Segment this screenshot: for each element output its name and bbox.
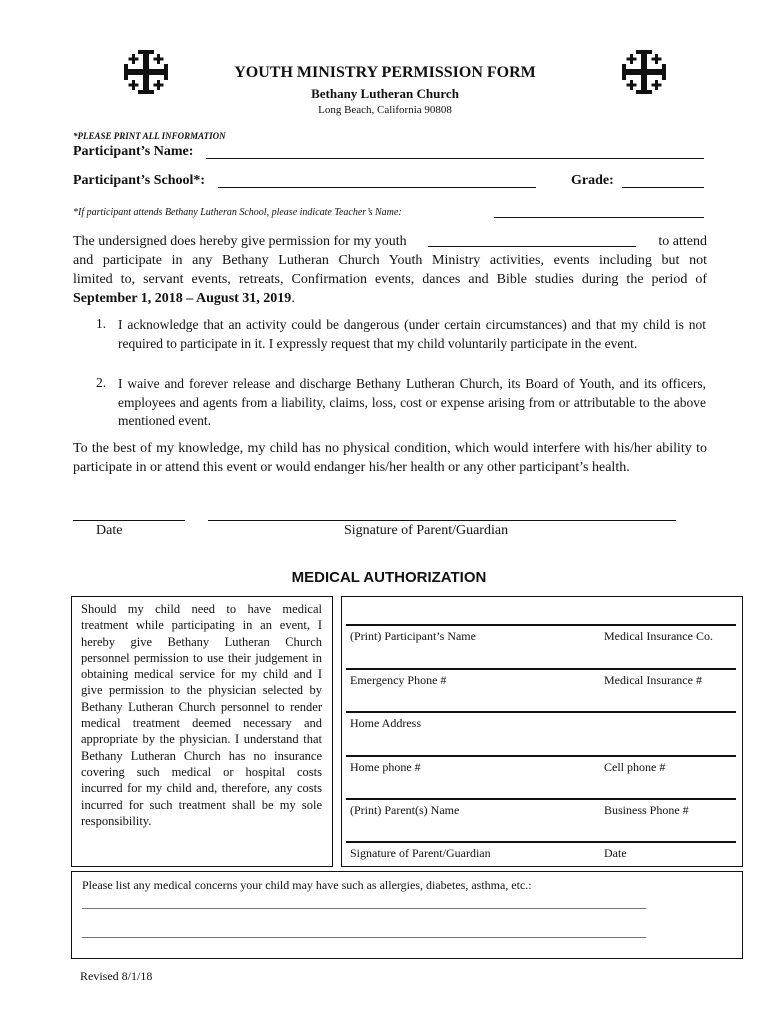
participant-school-label: Participant’s School*: [73,173,206,188]
parent-signature-field[interactable] [208,520,676,521]
teacher-note: *If participant attends Bethany Lutheran School, please indicate Teacher’s Name: [73,207,402,218]
permission-intro-end: to attend [658,234,707,249]
permission-line-2: and participate in any Bethany Lutheran Church Youth Ministry activities, events including but not [73,253,707,268]
period-punctuation: . [291,291,295,306]
waiver-text: I waive and forever release and discharge Bethany Lutheran Church, its Board of Youth, and its officers, employees and agents from a liability, claims, loss, cost or expense arising from or attributable to the above mentioned event. [118,376,706,428]
church-address: Long Beach, California 90808 [318,104,452,116]
home-address-line[interactable] [346,711,736,713]
permission-line-3: limited to, servant events, retreats, Confirmation events, dances and Bible studies during the period of [73,272,707,287]
field-insurance-number: Medical Insurance # [604,673,702,687]
participant-name-line[interactable] [346,624,736,626]
acknowledgement-text: I acknowledge that an activity could be dangerous (under certain circumstances) and that my child is not required to participate in it. I expressly request that my child voluntarily participate in the event. [118,317,706,351]
health-statement: To the best of my knowledge, my child has no physical condition, which would interfere with his/her ability to participate in or attend this event or would endanger his/her health or any other participant’s health. [73,441,707,475]
parent-name-line[interactable] [346,798,736,800]
field-business-phone: Business Phone # [604,803,689,817]
concerns-line[interactable]: ______________________________________________________________________________________________ [82,896,646,910]
participant-name-label: Participant’s Name: [73,144,194,159]
date-field[interactable] [73,520,185,521]
field-date: Date [604,846,627,860]
concerns-line[interactable]: ______________________________________________________________________________________________ [82,925,646,939]
field-home-phone: Home phone # [350,760,421,774]
revision-date: Revised 8/1/18 [80,969,153,983]
medical-statement: Should my child need to have medical treatment while participating in an event, I hereby give Bethany Lutheran Church personnel permission to use their judgement in obtaining medical service for my child and I give permission to the physician selected by Bethany Lutheran Church personnel to render medical treatment deemed necessary and appropriate by the physician. I understand that Bethany Lutheran Church has no insurance covering such medical or hospital costs incurred for my child and, therefore, any costs incurred for such treatment shall be my sole responsibility. [81,602,322,828]
church-name: Bethany Lutheran Church [311,86,459,101]
grade-label: Grade: [571,173,614,188]
teacher-name-field[interactable] [494,217,704,218]
concerns-prompt: Please list any medical concerns your child may have such as allergies, diabetes, asthma, etc.: [82,878,532,892]
field-parent-name: (Print) Parent(s) Name [350,803,460,817]
home-phone-line[interactable] [346,755,736,757]
emergency-phone-line[interactable] [346,668,736,670]
field-home-address: Home Address [350,716,421,730]
field-cell-phone: Cell phone # [604,760,666,774]
signature-label: Signature of Parent/Guardian [344,523,509,538]
form-title: YOUTH MINISTRY PERMISSION FORM [234,64,536,81]
item-number: 2. [96,375,107,390]
grade-field[interactable] [622,187,704,188]
date-label: Date [96,523,123,538]
print-note: *PLEASE PRINT ALL INFORMATION [73,131,226,141]
medical-heading: MEDICAL AUTHORIZATION [291,569,487,586]
participant-school-field[interactable] [218,187,536,188]
youth-name-field[interactable] [428,232,636,247]
item-number: 1. [96,316,107,331]
field-emergency-phone: Emergency Phone # [350,673,447,687]
permission-paragraph [73,232,707,308]
permission-intro: The undersigned does hereby give permission for my youth [73,234,407,249]
signature-line[interactable] [346,841,736,843]
field-parent-signature: Signature of Parent/Guardian [350,846,491,860]
participant-name-field[interactable] [206,158,704,159]
field-participant-name: (Print) Participant’s Name [350,629,476,643]
field-insurance-co: Medical Insurance Co. [604,629,713,643]
permission-period: September 1, 2018 – August 31, 2019 [73,291,292,306]
